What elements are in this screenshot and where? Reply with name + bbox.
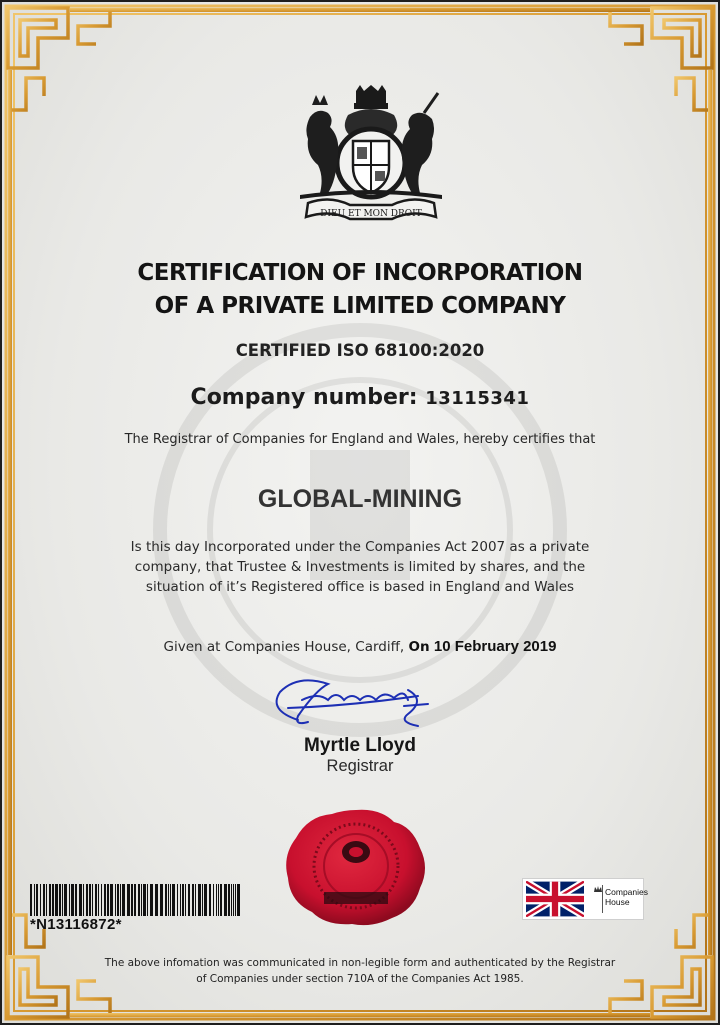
- barcode-bar: [228, 884, 230, 916]
- barcode-bar: [195, 884, 196, 916]
- company-name: GLOBAL-MINING: [257, 485, 463, 513]
- barcode-bar: [120, 884, 121, 916]
- barcode-bar: [107, 884, 109, 916]
- barcode-bar: [182, 884, 184, 916]
- barcode-bar: [49, 884, 51, 916]
- barcode-bar: [233, 884, 234, 916]
- barcode-bar: [216, 884, 217, 916]
- certificate-title-line2: OF A PRIVATE LIMITED COMPANY: [154, 293, 566, 319]
- barcode-bar: [36, 884, 38, 916]
- barcode-bar: [188, 884, 190, 916]
- barcode-bar: [98, 884, 99, 916]
- barcode-bar: [83, 884, 84, 916]
- barcode-bar: [30, 884, 32, 916]
- incorporation-line-1: Is this day Incorporated under the Companies Act 2007 as a private: [130, 539, 590, 555]
- barcode-bar: [192, 884, 194, 916]
- wax-seal-icon: [282, 808, 430, 926]
- barcode-bar: [237, 884, 240, 916]
- barcode-bar: [202, 884, 203, 916]
- barcode-bar: [52, 884, 54, 916]
- barcode-bar: [138, 884, 140, 916]
- companies-house-text: [605, 887, 648, 907]
- barcode-bar: [134, 884, 136, 916]
- barcode-bar: [104, 884, 106, 916]
- barcode-bar: [172, 884, 175, 916]
- given-on: On: [408, 639, 430, 655]
- registrar-statement: The Registrar of Companies for England and Wales, hereby certifies that: [124, 432, 596, 447]
- barcode-bar: [127, 884, 130, 916]
- barcode-bar: [131, 884, 133, 916]
- given-prefix: Given at Companies House, Cardiff,: [163, 639, 405, 655]
- barcode-bar: [209, 884, 211, 916]
- barcode-bar: [170, 884, 171, 916]
- barcode-bar: [147, 884, 148, 916]
- barcode-bar: [55, 884, 58, 916]
- union-jack-flag-icon: [526, 881, 584, 917]
- barcode-bar: [177, 884, 178, 916]
- barcode-bar: [92, 884, 93, 916]
- barcode-bar: [86, 884, 88, 916]
- barcode-bar: [34, 884, 35, 916]
- barcode-bar: [122, 884, 125, 916]
- company-number-value: 13115341: [425, 388, 530, 409]
- barcode-bar: [43, 884, 45, 916]
- logo-text-line2: House: [605, 897, 630, 907]
- barcode-bar: [117, 884, 119, 916]
- barcode-icon: [30, 884, 242, 916]
- barcode-bar: [150, 884, 153, 916]
- barcode-bar: [143, 884, 146, 916]
- barcode-bar: [168, 884, 169, 916]
- barcode-bar: [155, 884, 158, 916]
- barcode-bar: [204, 884, 207, 916]
- barcode-bar: [101, 884, 102, 916]
- barcode-bar: [165, 884, 167, 916]
- barcode-number: *N13116872*: [30, 916, 122, 933]
- barcode-bar: [224, 884, 227, 916]
- barcode-bar: [62, 884, 63, 916]
- barcode-bar: [180, 884, 181, 916]
- certificate-title-line1: CERTIFICATION OF INCORPORATION: [137, 260, 583, 286]
- barcode-bar: [110, 884, 113, 916]
- iso-certification: CERTIFIED ISO 68100:2020: [235, 341, 485, 360]
- given-at-line: [0, 638, 720, 655]
- footer-line-2: of Companies under section 710A of the Companies Act 1985.: [196, 973, 524, 985]
- incorporation-line-2: company, that Trustee & Investments is limited by shares, and the: [134, 559, 586, 575]
- companies-house-logo: [522, 878, 648, 920]
- barcode-bar: [218, 884, 219, 916]
- signer-name: Myrtle Lloyd: [304, 735, 416, 756]
- barcode-bar: [141, 884, 142, 916]
- company-number-row: [0, 385, 720, 410]
- barcode-bar: [160, 884, 163, 916]
- barcode-bar: [198, 884, 201, 916]
- logo-divider: [602, 885, 603, 913]
- barcode-bar: [79, 884, 82, 916]
- barcode-bar: [95, 884, 97, 916]
- barcode-bar: [115, 884, 116, 916]
- incorporation-line-3: situation of it’s Registered office is based in England and Wales: [145, 579, 575, 595]
- crest-motto: DIEU ET MON DROIT: [320, 209, 422, 219]
- barcode-bar: [231, 884, 232, 916]
- barcode-bar: [235, 884, 236, 916]
- incorporation-statement: [0, 537, 720, 597]
- barcode-bar: [40, 884, 41, 916]
- barcode-bar: [46, 884, 47, 916]
- barcode-bar: [89, 884, 91, 916]
- royal-coat-of-arms-icon: [290, 85, 452, 225]
- footer-disclaimer: [0, 955, 720, 987]
- given-date: 10 February 2019: [433, 638, 557, 655]
- barcode-bar: [71, 884, 74, 916]
- barcode-bar: [213, 884, 214, 916]
- barcode-bar: [75, 884, 77, 916]
- company-number-label: Company number:: [190, 385, 418, 410]
- barcode-bar: [59, 884, 61, 916]
- signer-role: Registrar: [326, 757, 394, 775]
- barcode-bar: [69, 884, 70, 916]
- footer-line-1: The above infomation was communicated in non-legible form and authenticated by the Registrar: [104, 957, 616, 969]
- barcode-bar: [220, 884, 222, 916]
- barcode-bar: [185, 884, 186, 916]
- barcode-bar: [64, 884, 67, 916]
- logo-text-line1: Companies: [605, 887, 648, 897]
